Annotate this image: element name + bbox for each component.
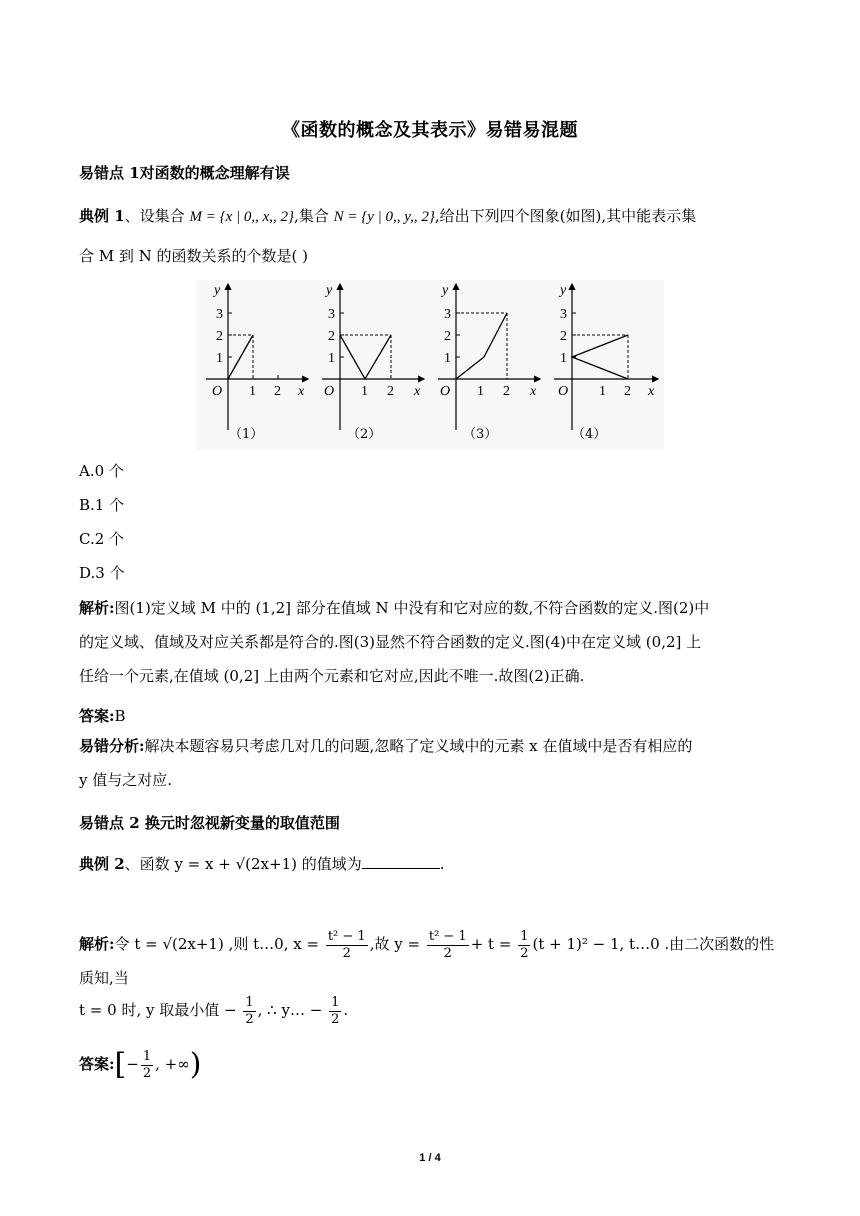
analysis-2-line2 xyxy=(79,994,785,1028)
option-b: B.1 个 xyxy=(79,496,125,514)
x-tick: 1 xyxy=(249,384,256,399)
set-n: N = {y | 0,, y,, 2} xyxy=(333,209,435,225)
page-title: 《函数的概念及其表示》易错易混题 xyxy=(282,120,578,141)
example-1-text xyxy=(79,200,785,233)
y-axis-label: y xyxy=(214,283,221,298)
fraction xyxy=(518,929,530,962)
interval-left-bracket: [ xyxy=(114,1047,127,1082)
origin-label: O xyxy=(440,384,451,399)
y-tick: 3 xyxy=(444,307,451,322)
analysis-2-line2-b: , ∴ y… − xyxy=(257,1001,323,1019)
example-2 xyxy=(79,848,785,880)
y-tick: 2 xyxy=(328,329,335,344)
error-point-2-heading: 易错点 2 换元时忽视新变量的取值范围 xyxy=(79,814,340,832)
answer-2 xyxy=(79,1048,785,1082)
y-tick: 3 xyxy=(216,307,223,322)
panel-label: （4） xyxy=(572,427,607,442)
fraction xyxy=(329,995,341,1028)
function-graphs-figure xyxy=(196,280,664,450)
y-tick: 3 xyxy=(560,307,567,322)
y-tick: 3 xyxy=(328,307,335,322)
analysis-2-line2-a: t = 0 时, y 取最小值 − xyxy=(79,1001,237,1019)
fraction-numerator: 1 xyxy=(142,1048,152,1064)
fraction-numerator: 1 xyxy=(331,994,340,1010)
panel-label: （1） xyxy=(229,427,264,442)
fraction xyxy=(141,1049,153,1082)
fraction-denominator: 2 xyxy=(520,945,529,961)
panel-label: （3） xyxy=(463,427,498,442)
analysis-1-line3: 任给一个元素,在值域 (0,2] 上由两个元素和它对应,因此不唯一.故图(2)正确. xyxy=(79,667,585,685)
analysis-1-label: 解析: xyxy=(79,599,115,617)
fraction-numerator: 1 xyxy=(245,994,254,1010)
error-analysis-1-label: 易错分析: xyxy=(79,737,145,755)
y-axis-label: y xyxy=(442,283,449,298)
y-tick: 1 xyxy=(560,351,567,366)
fraction-numerator: t² − 1 xyxy=(428,928,467,944)
fraction-denominator: 2 xyxy=(342,945,351,961)
fraction xyxy=(243,995,255,1028)
analysis-2-a: 令 t = √(2x+1) ,则 t…0, x = xyxy=(114,935,320,953)
origin-label: O xyxy=(324,384,335,399)
error-point-1-heading: 易错点 1对函数的概念理解有误 xyxy=(79,164,290,182)
analysis-1-line2: 的定义域、值域及对应关系都是符合的.图(3)显然不符合函数的定义.图(4)中在定义域 (0,2] 上 xyxy=(79,633,702,651)
answer-1-value: B xyxy=(114,707,126,725)
x-tick: 2 xyxy=(624,384,631,399)
answer-1 xyxy=(79,700,785,732)
set-m: M = {x | 0,, x,, 2} xyxy=(189,209,295,225)
fraction-denominator: 2 xyxy=(245,1011,254,1027)
panel-label: （2） xyxy=(347,427,382,442)
interval-right-paren: ) xyxy=(189,1047,202,1082)
y-tick: 2 xyxy=(444,329,451,344)
example-1-text-a: 、设集合 xyxy=(124,207,185,225)
graph-panel-1 xyxy=(206,283,308,442)
answer-blank xyxy=(362,854,440,869)
graph-panel-2 xyxy=(322,283,424,442)
answer-2-minus: − xyxy=(126,1055,139,1073)
x-axis-label: x xyxy=(530,384,537,399)
y-axis-label: y xyxy=(560,283,567,298)
analysis-2-line2-c: . xyxy=(343,1001,349,1019)
y-tick: 1 xyxy=(444,351,451,366)
fraction-numerator: 1 xyxy=(520,928,529,944)
answer-2-label: 答案: xyxy=(79,1055,115,1073)
fraction xyxy=(427,929,469,962)
graph-panel-4 xyxy=(554,283,658,442)
example-1-line2: 合 M 到 N 的函数关系的个数是( ) xyxy=(79,247,309,265)
example-1-label: 典例 1 xyxy=(79,207,125,225)
option-c: C.2 个 xyxy=(79,530,125,548)
analysis-2-line1 xyxy=(79,928,785,994)
answer-2-rest: , +∞ xyxy=(155,1055,190,1073)
x-tick: 1 xyxy=(599,384,606,399)
x-axis-label: x xyxy=(648,384,655,399)
fraction-denominator: 2 xyxy=(142,1065,152,1081)
y-axis-label: y xyxy=(326,283,333,298)
example-2-label: 典例 2 xyxy=(79,855,125,873)
analysis-1-line1: 图(1)定义域 M 中的 (1,2] 部分在值域 N 中没有和它对应的数,不符合函数的定义.图(2)中 xyxy=(114,599,710,617)
answer-1-label: 答案: xyxy=(79,707,115,725)
error-analysis-1-line2: y 值与之对应. xyxy=(79,771,173,789)
analysis-2-c: + t = xyxy=(470,935,512,953)
page-number: 1 / 4 xyxy=(419,1152,441,1164)
y-tick: 1 xyxy=(216,351,223,366)
fraction-numerator: t² − 1 xyxy=(327,928,366,944)
x-tick: 1 xyxy=(477,384,484,399)
analysis-1 xyxy=(79,592,785,624)
example-1-text-c: ,给出下列四个图象(如图),其中能表示集 xyxy=(434,207,697,225)
x-tick: 2 xyxy=(274,384,281,399)
error-analysis-1-line1: 解决本题容易只考虑几对几的问题,忽略了定义域中的元素 x 在值域中是否有相应的 xyxy=(144,737,693,755)
example-1-text-b: ,集合 xyxy=(294,207,329,225)
fraction-denominator: 2 xyxy=(331,1011,340,1027)
option-d: D.3 个 xyxy=(79,564,125,582)
analysis-2-label: 解析: xyxy=(79,935,115,953)
example-2-text: 、函数 y = x + √(2x+1) 的值域为 xyxy=(124,855,362,873)
graph-panel-3 xyxy=(438,283,540,442)
x-tick: 2 xyxy=(503,384,510,399)
analysis-2-d: (t + 1)² − 1, t…0 .由二次函数的性质知,当 xyxy=(79,935,775,987)
example-2-end: . xyxy=(439,855,445,873)
origin-label: O xyxy=(212,384,223,399)
fraction xyxy=(326,929,368,962)
x-axis-label: x xyxy=(298,384,305,399)
y-tick: 2 xyxy=(216,329,223,344)
x-axis-label: x xyxy=(414,384,421,399)
analysis-2-b: ,故 y = xyxy=(369,935,421,953)
error-analysis-1 xyxy=(79,730,785,762)
x-tick: 1 xyxy=(361,384,368,399)
y-tick: 1 xyxy=(328,351,335,366)
x-tick: 2 xyxy=(387,384,394,399)
fraction-denominator: 2 xyxy=(443,945,452,961)
option-a: A.0 个 xyxy=(79,462,124,480)
origin-label: O xyxy=(558,384,569,399)
y-tick: 2 xyxy=(560,329,567,344)
